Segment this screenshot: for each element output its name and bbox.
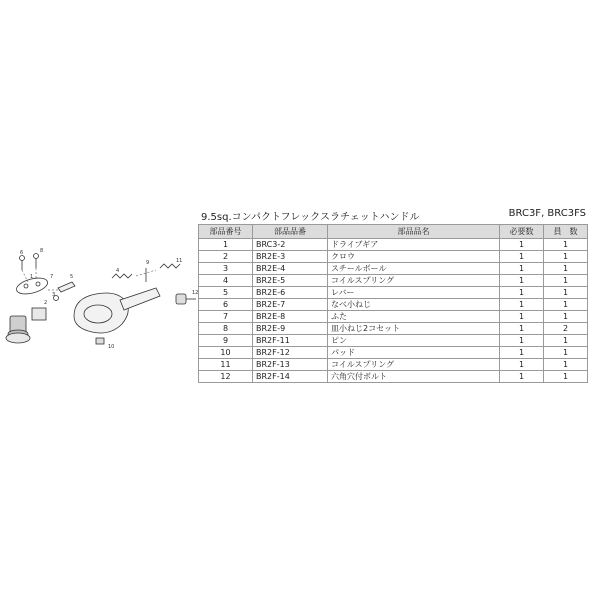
header-part-code: 部品品番 <box>253 225 328 239</box>
exploded-parts-diagram <box>0 238 200 368</box>
header-part-name: 部品品名 <box>328 225 500 239</box>
required-cell: 1 <box>500 311 544 323</box>
callout-number: 12 <box>192 290 199 296</box>
required-cell: 1 <box>500 371 544 383</box>
callout-number: 6 <box>20 250 24 256</box>
quantity-cell: 1 <box>544 335 588 347</box>
quantity-cell: 1 <box>544 347 588 359</box>
required-cell: 1 <box>500 323 544 335</box>
part-number-cell: 8 <box>199 323 253 335</box>
ratchet-head-part <box>74 288 160 333</box>
table-row <box>199 347 588 359</box>
table-row <box>199 371 588 383</box>
part-code-cell: BR2F-11 <box>253 335 328 347</box>
part-number-cell: 5 <box>199 287 253 299</box>
part-name-cell: ドライブギア <box>328 239 500 251</box>
part-number-cell: 7 <box>199 311 253 323</box>
pad-part <box>96 338 104 344</box>
quantity-cell: 1 <box>544 239 588 251</box>
required-cell: 1 <box>500 347 544 359</box>
part-name-cell: ピン <box>328 335 500 347</box>
part-code-cell: BR2F-14 <box>253 371 328 383</box>
table-row <box>199 323 588 335</box>
required-cell: 1 <box>500 263 544 275</box>
callout-number: 8 <box>40 248 44 254</box>
part-number-cell: 3 <box>199 263 253 275</box>
quantity-cell: 1 <box>544 299 588 311</box>
part-name-cell: コイルスプリング <box>328 359 500 371</box>
callout-number: 5 <box>70 274 74 280</box>
callout-number: 7 <box>50 274 54 280</box>
callout-number: 3 <box>52 292 56 298</box>
part-name-cell: コイルスプリング <box>328 275 500 287</box>
quantity-cell: 1 <box>544 311 588 323</box>
callout-number: 1 <box>30 274 34 280</box>
callout-number: 9 <box>146 260 150 266</box>
table-row <box>199 299 588 311</box>
quantity-cell: 2 <box>544 323 588 335</box>
quantity-cell: 1 <box>544 287 588 299</box>
callout-number: 4 <box>116 268 120 274</box>
quantity-cell: 1 <box>544 359 588 371</box>
coil-spring-part <box>112 274 132 278</box>
part-number-cell: 12 <box>199 371 253 383</box>
model-numbers: BRC3F, BRC3FS <box>508 208 586 219</box>
part-number-cell: 11 <box>199 359 253 371</box>
required-cell: 1 <box>500 251 544 263</box>
claw-part <box>32 308 46 320</box>
part-code-cell: BR2E-4 <box>253 263 328 275</box>
part-name-cell: レバー <box>328 287 500 299</box>
part-code-cell: BR2E-5 <box>253 275 328 287</box>
callout-number: 2 <box>44 300 48 306</box>
table-row <box>199 335 588 347</box>
part-number-cell: 1 <box>199 239 253 251</box>
table-row <box>199 263 588 275</box>
table-row <box>199 239 588 251</box>
part-name-cell: ふた <box>328 311 500 323</box>
quantity-cell: 1 <box>544 371 588 383</box>
part-number-cell: 2 <box>199 251 253 263</box>
part-code-cell: BR2E-9 <box>253 323 328 335</box>
table-row <box>199 287 588 299</box>
required-cell: 1 <box>500 287 544 299</box>
parts-table <box>198 224 588 383</box>
part-name-cell: スチールボール <box>328 263 500 275</box>
header-part-no: 部品番号 <box>199 225 253 239</box>
part-name-cell: なべ小ねじ <box>328 299 500 311</box>
part-code-cell: BR2E-3 <box>253 251 328 263</box>
drive-gear-part <box>6 316 30 343</box>
table-row <box>199 251 588 263</box>
required-cell: 1 <box>500 335 544 347</box>
table-header-row <box>199 225 588 239</box>
part-code-cell: BR2E-8 <box>253 311 328 323</box>
product-title: 9.5sq.コンパクトフレックスラチェットハンドル <box>201 212 420 223</box>
part-number-cell: 6 <box>199 299 253 311</box>
screw-part <box>20 256 25 271</box>
required-cell: 1 <box>500 275 544 287</box>
part-number-cell: 9 <box>199 335 253 347</box>
part-code-cell: BRC3-2 <box>253 239 328 251</box>
lever-part <box>58 282 75 292</box>
part-number-cell: 10 <box>199 347 253 359</box>
callout-number: 11 <box>176 258 183 264</box>
header-qty: 員 数 <box>544 225 588 239</box>
part-code-cell: BR2F-13 <box>253 359 328 371</box>
part-code-cell: BR2F-12 <box>253 347 328 359</box>
quantity-cell: 1 <box>544 263 588 275</box>
screw-part <box>34 254 39 269</box>
table-row <box>199 275 588 287</box>
table-row <box>199 311 588 323</box>
callout-number: 10 <box>108 344 115 350</box>
part-code-cell: BR2E-6 <box>253 287 328 299</box>
required-cell: 1 <box>500 299 544 311</box>
quantity-cell: 1 <box>544 275 588 287</box>
header-required: 必要数 <box>500 225 544 239</box>
coil-spring-part <box>160 264 180 268</box>
required-cell: 1 <box>500 359 544 371</box>
required-cell: 1 <box>500 239 544 251</box>
part-number-cell: 4 <box>199 275 253 287</box>
quantity-cell: 1 <box>544 251 588 263</box>
part-code-cell: BR2E-7 <box>253 299 328 311</box>
part-name-cell: 六角穴付ボルト <box>328 371 500 383</box>
table-row <box>199 359 588 371</box>
part-name-cell: クロウ <box>328 251 500 263</box>
part-name-cell: パッド <box>328 347 500 359</box>
part-name-cell: 皿小ねじ2コセット <box>328 323 500 335</box>
